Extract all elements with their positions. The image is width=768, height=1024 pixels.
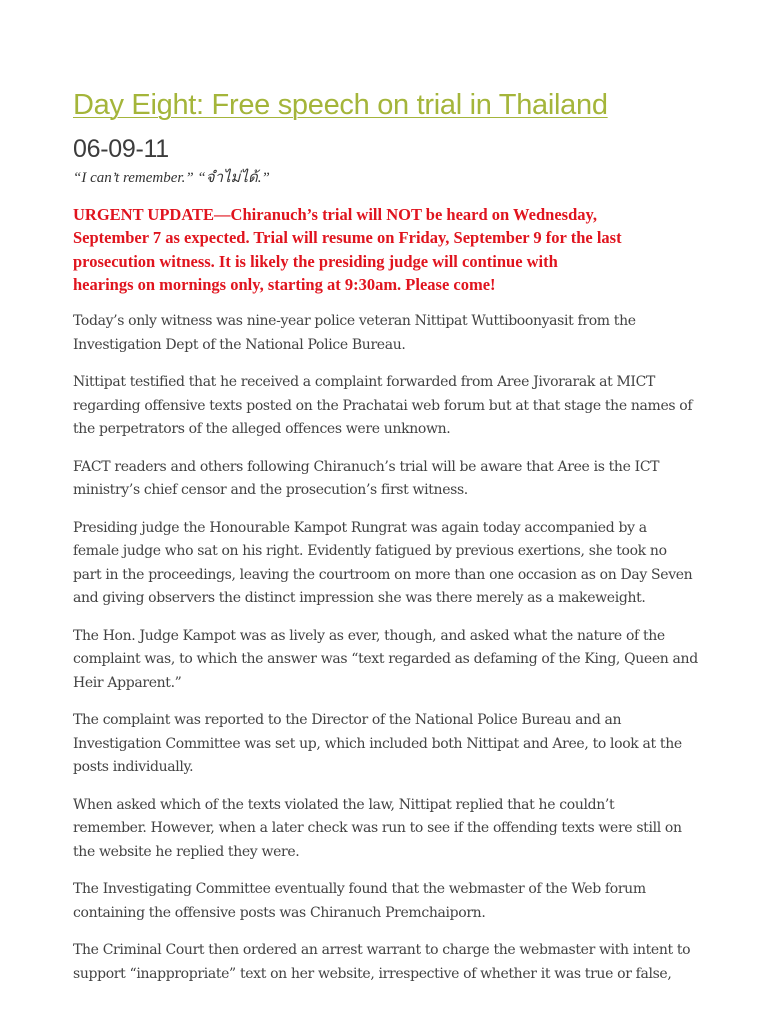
paragraph-line: containing the offensive posts was Chiranuch Premchaiporn. bbox=[73, 904, 486, 921]
paragraph-line: complaint was, to which the answer was “text regarded as defaming of the King, Queen and bbox=[73, 651, 698, 668]
article-date: 06-09-11 bbox=[73, 135, 169, 163]
paragraph-line: FACT readers and others following Chiranuch’s trial will be aware that Aree is the ICT bbox=[73, 458, 660, 475]
paragraph-line: remember. However, when a later check was run to see if the offending texts were still on bbox=[73, 820, 682, 837]
paragraph-line: ministry’s chief censor and the prosecution’s first witness. bbox=[73, 482, 468, 499]
urgent-update bbox=[73, 203, 713, 296]
paragraph bbox=[73, 878, 713, 925]
paragraph-line: part in the proceedings, leaving the courtroom on more than one occasion as on Day Seven bbox=[73, 566, 693, 583]
article bbox=[73, 86, 713, 986]
paragraph-line: Heir Apparent.” bbox=[73, 674, 182, 691]
paragraph bbox=[73, 939, 713, 986]
paragraph-line: Today’s only witness was nine-year police veteran Nittipat Wuttiboonyasit from the bbox=[73, 313, 636, 330]
paragraph bbox=[73, 709, 713, 780]
paragraph bbox=[73, 371, 713, 442]
paragraph-line: the website he replied they were. bbox=[73, 843, 300, 860]
paragraph bbox=[73, 517, 713, 611]
paragraph bbox=[73, 794, 713, 865]
paragraph-line: The Hon. Judge Kampot was as lively as ever, though, and asked what the nature of the bbox=[73, 627, 665, 644]
urgent-line: hearings on mornings only, starting at 9:30am. Please come! bbox=[73, 274, 496, 294]
paragraph-line: regarding offensive texts posted on the Prachatai web forum but at that stage the names of bbox=[73, 397, 693, 414]
paragraph-line: When asked which of the texts violated the law, Nittipat replied that he couldn’t bbox=[73, 796, 615, 813]
urgent-line: URGENT UPDATE—Chiranuch’s trial will NOT be heard on Wednesday, bbox=[73, 205, 597, 224]
urgent-line: prosecution witness. It is likely the presiding judge will continue with bbox=[73, 251, 558, 271]
article-title[interactable]: Day Eight: Free speech on trial in Thailand bbox=[73, 89, 608, 121]
paragraph-line: Nittipat testified that he received a complaint forwarded from Aree Jivorarak at MICT bbox=[73, 374, 655, 391]
paragraph bbox=[73, 456, 713, 503]
paragraph-line: The complaint was reported to the Director of the National Police Bureau and an bbox=[73, 712, 622, 729]
paragraph-line: female judge who sat on his right. Evidently fatigued by previous exertions, she took no bbox=[73, 543, 667, 560]
urgent-line: September 7 as expected. Trial will resume on Friday, September 9 for the last bbox=[73, 228, 622, 248]
paragraph-line: Presiding judge the Honourable Kampot Rungrat was again today accompanied by a bbox=[73, 519, 647, 536]
article-quote: “I can’t remember.” “จำไม่ได้.” bbox=[73, 170, 270, 186]
paragraph-line: The Investigating Committee eventually found that the webmaster of the Web forum bbox=[73, 881, 646, 898]
paragraph-line: the perpetrators of the alleged offences were unknown. bbox=[73, 421, 451, 438]
paragraph-line: Investigation Committee was set up, which included both Nittipat and Aree, to look at the bbox=[73, 735, 682, 752]
paragraph-line: Investigation Dept of the National Police Bureau. bbox=[73, 336, 406, 353]
paragraph-line: The Criminal Court then ordered an arrest warrant to charge the webmaster with intent to bbox=[73, 942, 691, 959]
paragraph bbox=[73, 310, 713, 357]
paragraph-line: posts individually. bbox=[73, 759, 194, 776]
paragraph-line: and giving observers the distinct impression she was there merely as a makeweight. bbox=[73, 590, 646, 607]
paragraph-line: support “inappropriate” text on her website, irrespective of whether it was true or false, bbox=[73, 965, 672, 982]
paragraph bbox=[73, 625, 713, 696]
